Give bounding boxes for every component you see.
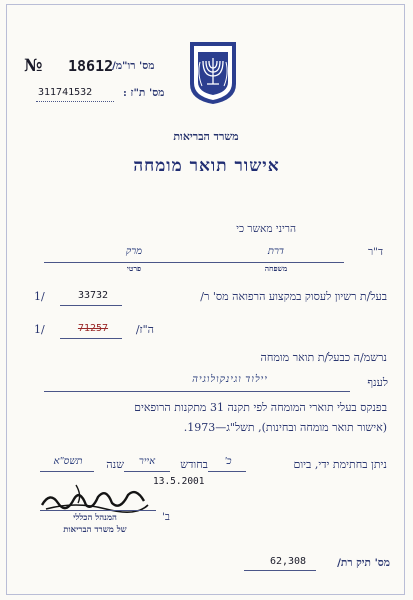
year-underline (40, 471, 94, 472)
signature-underline (40, 510, 156, 511)
license-number: 33732 (77, 290, 109, 301)
ministry-name: משרד הבריאות (173, 130, 239, 143)
branch-label: לענף (367, 376, 388, 389)
teudat-suffix: 1/ (34, 323, 45, 336)
signed-day: כ' (224, 456, 232, 467)
state-emblem-menorah-icon (186, 40, 240, 110)
file-number: 62,308 (269, 556, 307, 567)
id-label: מס' ת"ז : (123, 87, 165, 99)
file-underline (244, 570, 316, 571)
id-underline (36, 101, 114, 102)
serial-number: 18612 (68, 57, 114, 75)
teudat-number: 71257 (77, 323, 109, 334)
file-label: מס' תיק רת/ (337, 557, 390, 569)
signed-year: תשס"א (53, 456, 83, 467)
given-name: מרק (125, 246, 143, 257)
number-symbol: № (24, 56, 43, 76)
month-underline (124, 471, 170, 472)
signed-text: ניתן בחתימת ידי, ביום (293, 458, 387, 471)
license-suffix: 1/ (34, 290, 45, 303)
serial-label: מס' רו"מ/ (112, 60, 155, 72)
license-text: בעל/ת רשיון לעסוק במקצוע הרפואה מס' ר/ (200, 290, 387, 303)
signatory-role-line-2: של משרד הבריאות (63, 525, 127, 535)
registered-text: נרשמ/ה כבעל/ת תואר מומחה (260, 351, 387, 364)
day-underline (208, 471, 246, 472)
family-name: דרת (267, 246, 285, 257)
teudat-underline (60, 338, 122, 339)
document-title: אישור תואר מומחה (133, 156, 280, 176)
branch-value: יילוד וגינקולוגיה (192, 374, 268, 385)
year-label: שנה (106, 458, 124, 471)
teudat-label: ה"ז/ (135, 323, 154, 336)
certify-intro: הריני מאשר כי (236, 223, 296, 235)
id-number: 311741532 (38, 87, 93, 98)
name-line (44, 262, 344, 263)
signed-month: אייר (138, 456, 156, 467)
family-caption: משפחה (264, 264, 288, 273)
gregorian-date: 13.5.2001 (153, 476, 205, 487)
signatory-role-line-1: המנהל הכללי (73, 513, 117, 523)
signatory-prefix: ב' (162, 511, 170, 523)
name-title-prefix: ד"ר (367, 246, 383, 258)
branch-underline (44, 391, 350, 392)
regulation-line-1: בפנקס בעלי תוארי המומחה לפי תקנה 31 מתקנות הרופאים (134, 401, 387, 414)
regulation-line-2: (אישור תואר מומחה ובחינות), תשל"ג—1973. (183, 421, 387, 434)
given-caption: פרטי (126, 264, 142, 273)
license-underline (60, 305, 122, 306)
month-label: בחודש (180, 458, 208, 471)
